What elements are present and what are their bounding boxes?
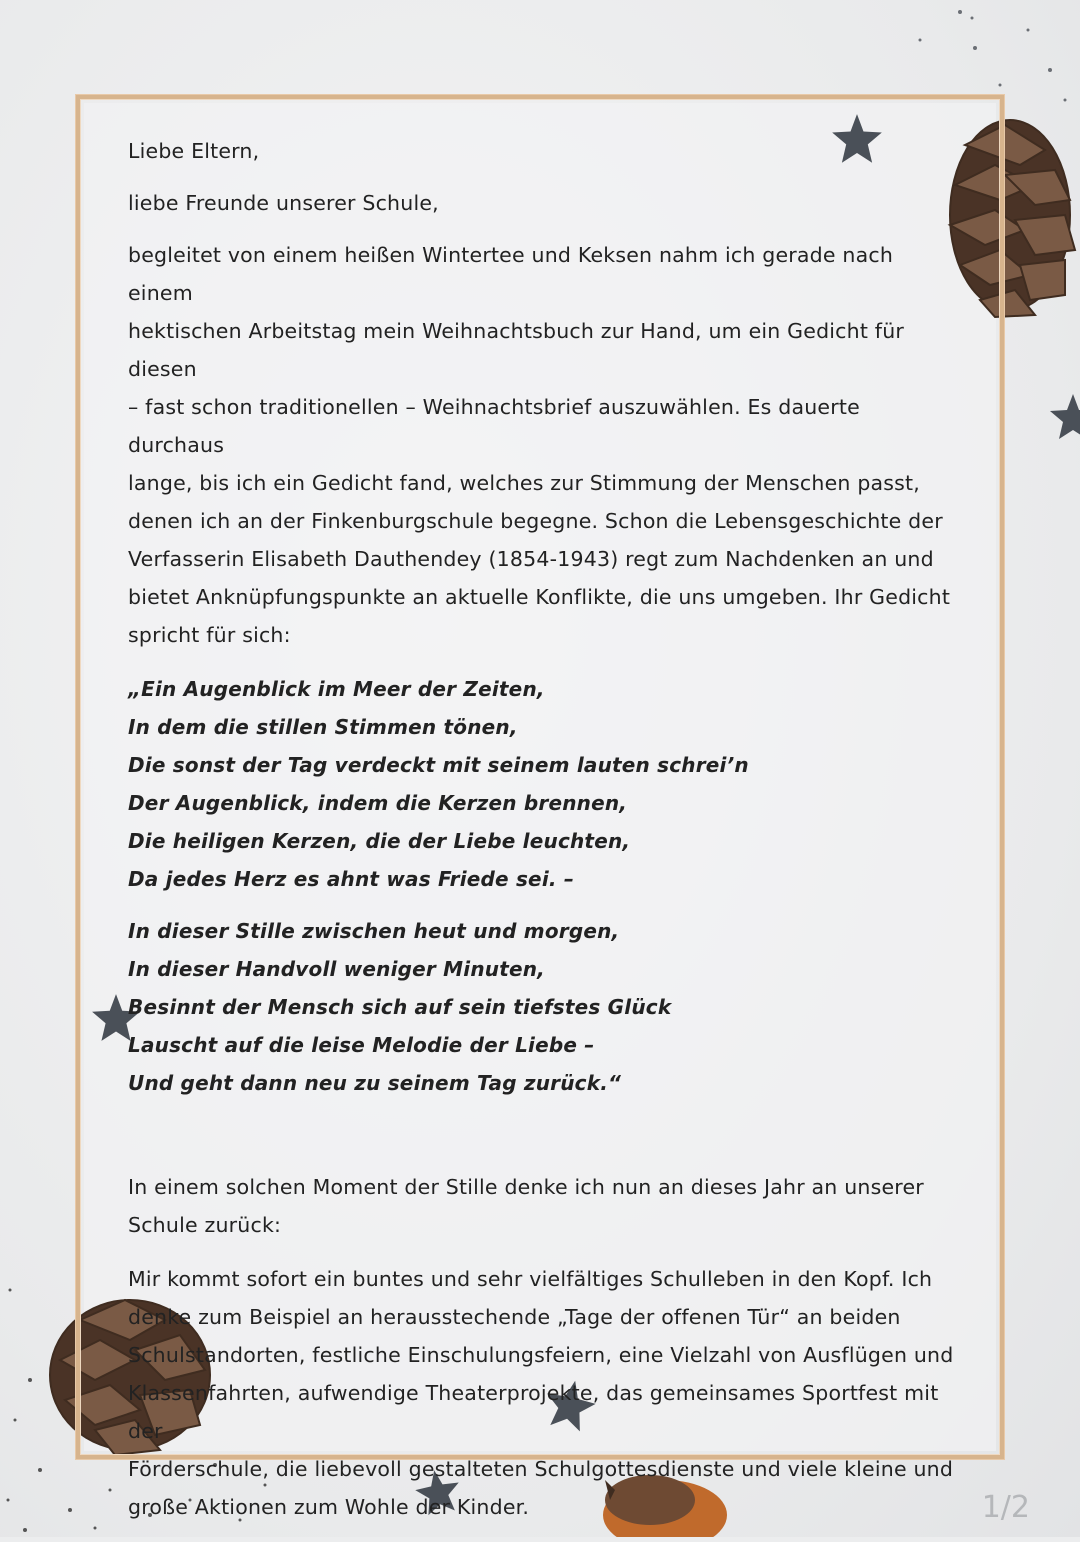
text-line: Klassenfahrten, aufwendige Theaterprojekte, das gemeinsames Sportfest mit der: [128, 1381, 939, 1443]
poem-line: In dem die stillen Stimmen tönen,: [128, 715, 518, 739]
letter-body: [128, 132, 958, 1542]
page-indicator: 1/2: [981, 1490, 1030, 1525]
text-line: Schule zurück:: [128, 1213, 282, 1237]
star-icon: [1048, 392, 1080, 442]
poem-line: Die heiligen Kerzen, die der Liebe leuchten,: [128, 829, 631, 853]
text-line: begleitet von einem heißen Wintertee und Keksen nahm ich gerade nach einem: [128, 243, 894, 305]
poem-line: „Ein Augenblick im Meer der Zeiten,: [128, 677, 545, 701]
salutation-line: Liebe Eltern,: [128, 139, 260, 163]
poem-line: Der Augenblick, indem die Kerzen brennen,: [128, 791, 628, 815]
poem-line: Und geht dann neu zu seinem Tag zurück.“: [128, 1071, 622, 1095]
text-line: denke zum Beispiel an herausstechende „Tage der offenen Tür“ an beiden: [128, 1305, 901, 1329]
text-line: lange, bis ich ein Gedicht fand, welches zur Stimmung der Menschen passt,: [128, 471, 921, 495]
text-line: Mir kommt sofort ein buntes und sehr vielfältiges Schulleben in den Kopf. Ich: [128, 1267, 933, 1291]
poem-line: In dieser Stille zwischen heut und morgen,: [128, 919, 620, 943]
poem-stanza-1: [128, 670, 958, 898]
text-line: Schulstandorten, festliche Einschulungsfeiern, eine Vielzahl von Ausflügen und: [128, 1343, 954, 1367]
poem-line: Besinnt der Mensch sich auf sein tiefstes Glück: [128, 995, 672, 1019]
text-line: Verfasserin Elisabeth Dauthendey (1854-1943) regt zum Nachdenken an und: [128, 547, 934, 571]
text-line: denen ich an der Finkenburgschule begegne. Schon die Lebensgeschichte der: [128, 509, 943, 533]
text-line: bietet Anknüpfungspunkte an aktuelle Konflikte, die uns umgeben. Ihr Gedicht: [128, 585, 951, 609]
poem-line: In dieser Handvoll weniger Minuten,: [128, 957, 545, 981]
memories-paragraph: [128, 1260, 958, 1526]
text-line: hektischen Arbeitstag mein Weihnachtsbuch zur Hand, um ein Gedicht für diesen: [128, 319, 905, 381]
poem-stanza-2: [128, 912, 958, 1102]
text-line: In einem solchen Moment der Stille denke ich nun an dieses Jahr an unserer: [128, 1175, 924, 1199]
text-line: Förderschule, die liebevoll gestalteten Schulgottesdienste und viele kleine und: [128, 1457, 954, 1481]
text-line: große Aktionen zum Wohle der Kinder.: [128, 1495, 530, 1519]
poem-line: Lauscht auf die leise Melodie der Liebe –: [128, 1033, 595, 1057]
poem-line: Die sonst der Tag verdeckt mit seinem lauten schrei’n: [128, 753, 749, 777]
intro-paragraph: [128, 236, 958, 654]
salutation-line: liebe Freunde unserer Schule,: [128, 191, 439, 215]
text-line: – fast schon traditionellen – Weihnachtsbrief auszuwählen. Es dauerte durchaus: [128, 395, 860, 457]
poem: [128, 670, 958, 1102]
text-line: spricht für sich:: [128, 623, 291, 647]
poem-line: Da jedes Herz es ahnt was Friede sei. –: [128, 867, 575, 891]
reflection-paragraph: [128, 1168, 958, 1244]
